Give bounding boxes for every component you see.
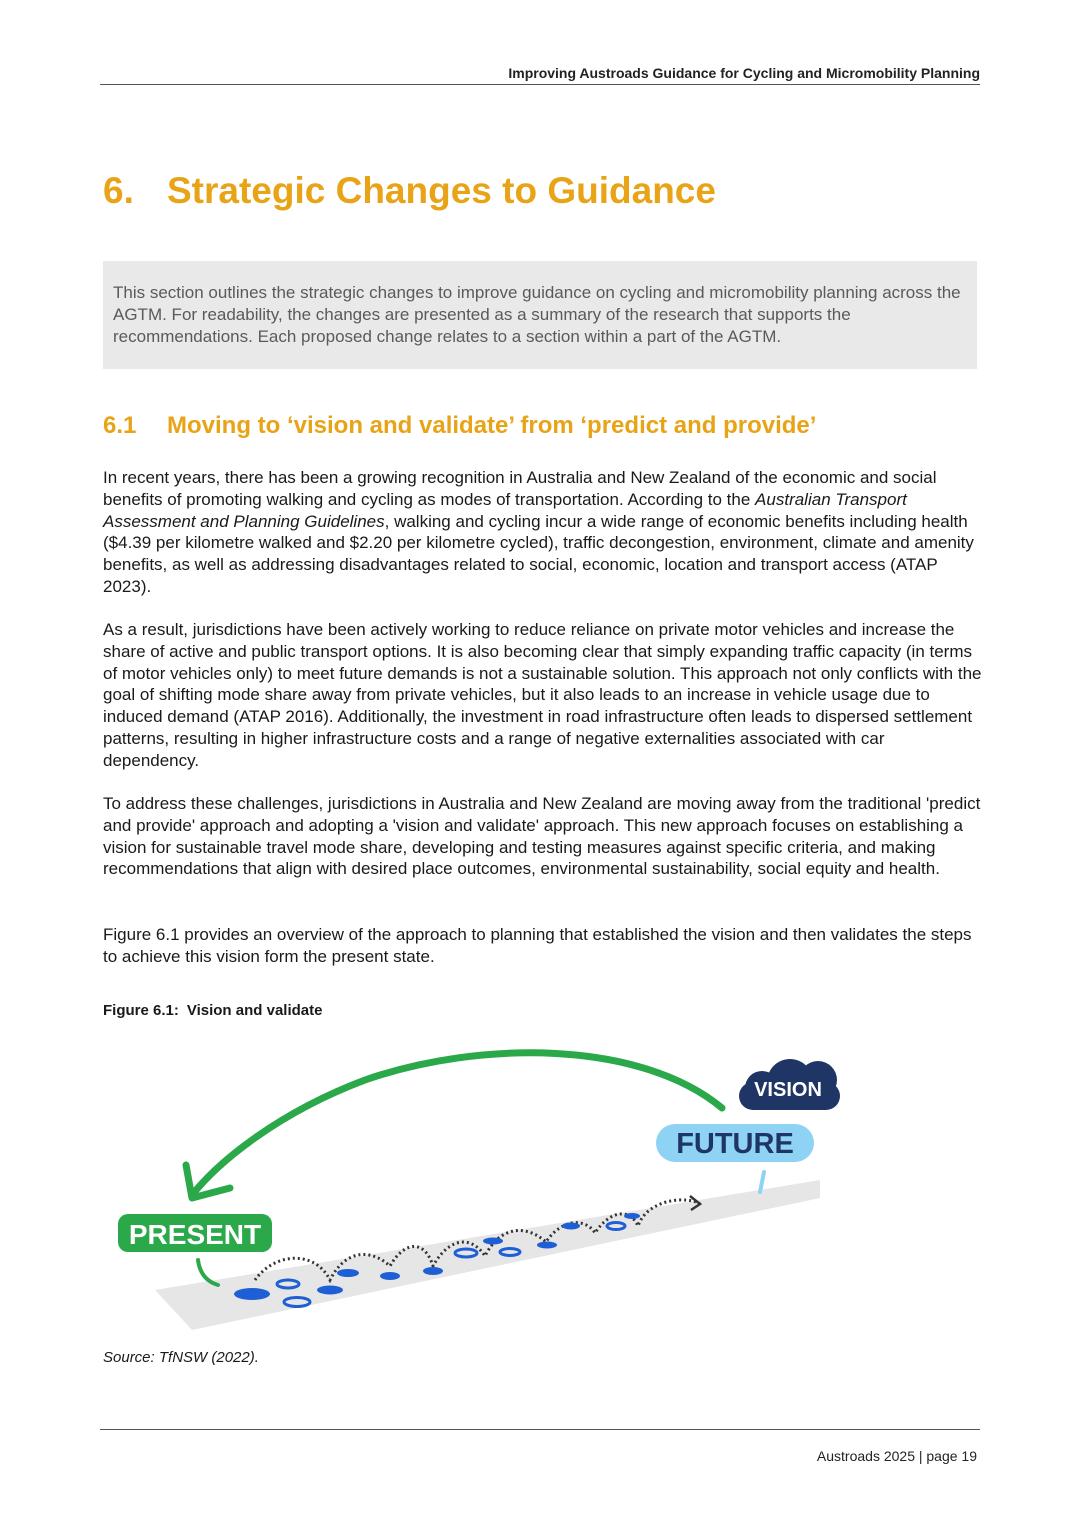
running-header [100, 64, 980, 85]
future-badge [656, 1124, 814, 1192]
figure-title: Vision and validate [186, 1002, 323, 1019]
footer-rule [100, 1429, 980, 1430]
figure-label: Figure 6.1: [103, 1002, 179, 1019]
figure-caption [103, 1002, 322, 1019]
future-pointer [760, 1172, 764, 1192]
vision-validate-figure [100, 1030, 860, 1330]
paragraph-1-text-a: In recent years, there has been a growing recognition in Australia and New Zealand of the economic and social benefits of promoting walking and cycling as modes of transportation. According to the [103, 468, 937, 509]
paragraph-2: As a result, jurisdictions have been actively working to reduce reliance on private motor vehicles and increase the share of active and public transport options. It is also becoming clear that simply expanding traffic capacity (in terms of motor vehicles only) to meet future demands is not a sustainable solution. This approach not only conflicts with the goal of shifting mode share away from private vehicles, but it also leads to an increase in vehicle usage due to induced demand (ATAP 2016). Additionally, the investment in road infrastructure often leads to dispersed settlement patterns, resulting in higher infrastructure costs and a range of negative externalities associated with car dependency. [103, 620, 982, 770]
stone [483, 1238, 503, 1245]
section-heading [103, 412, 816, 440]
return-arrow-arc [192, 1053, 722, 1195]
stone [234, 1288, 270, 1300]
stone [337, 1269, 359, 1277]
paragraph-4: Figure 6.1 provides an overview of the approach to planning that established the vision and then validates the steps to achieve this vision form the present state. [103, 925, 972, 966]
present-label: PRESENT [128, 1219, 262, 1250]
intro-box [103, 261, 977, 369]
paragraph-1-text-b: , walking and cycling incur a wide range of economic benefits including health ($4.39 per kilometre walked and $2.20 per kilometre cycled), traffic decongestion, environment, climate and amenity benefits, as well as addressing disadvantages related to social, economic, location and transport access (ATAP 2023). [103, 511, 974, 596]
stone [624, 1213, 640, 1219]
chapter-number: 6. [103, 170, 134, 211]
future-label: FUTURE [676, 1128, 794, 1160]
section-title: Moving to ‘vision and validate’ from ‘predict and provide’ [167, 412, 817, 439]
stone [380, 1272, 400, 1280]
chapter-title [103, 170, 716, 212]
stone [537, 1242, 557, 1249]
ground-strip [155, 1180, 820, 1330]
paragraph-1 [103, 467, 983, 598]
running-header-title: Improving Austroads Guidance for Cycling and Micromobility Planning [508, 65, 980, 81]
present-badge [118, 1214, 272, 1285]
paragraph-3: To address these challenges, jurisdictions in Australia and New Zealand are moving away from the traditional 'predict and provide' approach and adopting a 'vision and validate' approach. This new approach focuses on establishing a vision for sustainable travel mode share, developing and testing measures against specific criteria, and making recommendations that align with desired place outcomes, environmental sustainability, social equity and health. [103, 794, 981, 879]
section-number: 6.1 [103, 412, 137, 439]
chapter-title-text: Strategic Changes to Guidance [167, 170, 716, 211]
intro-text: This section outlines the strategic changes to improve guidance on cycling and micromobility planning across the AGTM. For readability, the changes are presented as a summary of the research that supports the recommendations. Each proposed change relates to a section within a part of the AGTM. [113, 283, 961, 346]
stone [562, 1223, 580, 1230]
vision-label: VISION [754, 1079, 822, 1101]
page-footer: Austroads 2025 | page 19 [816, 1448, 977, 1464]
stone [423, 1267, 443, 1275]
vision-cloud [739, 1059, 840, 1110]
figure-source: Source: TfNSW (2022). [103, 1349, 259, 1366]
paragraph-1-italic-title: Australian Transport Assessment and Planning Guidelines [103, 489, 907, 531]
stone [317, 1286, 343, 1295]
